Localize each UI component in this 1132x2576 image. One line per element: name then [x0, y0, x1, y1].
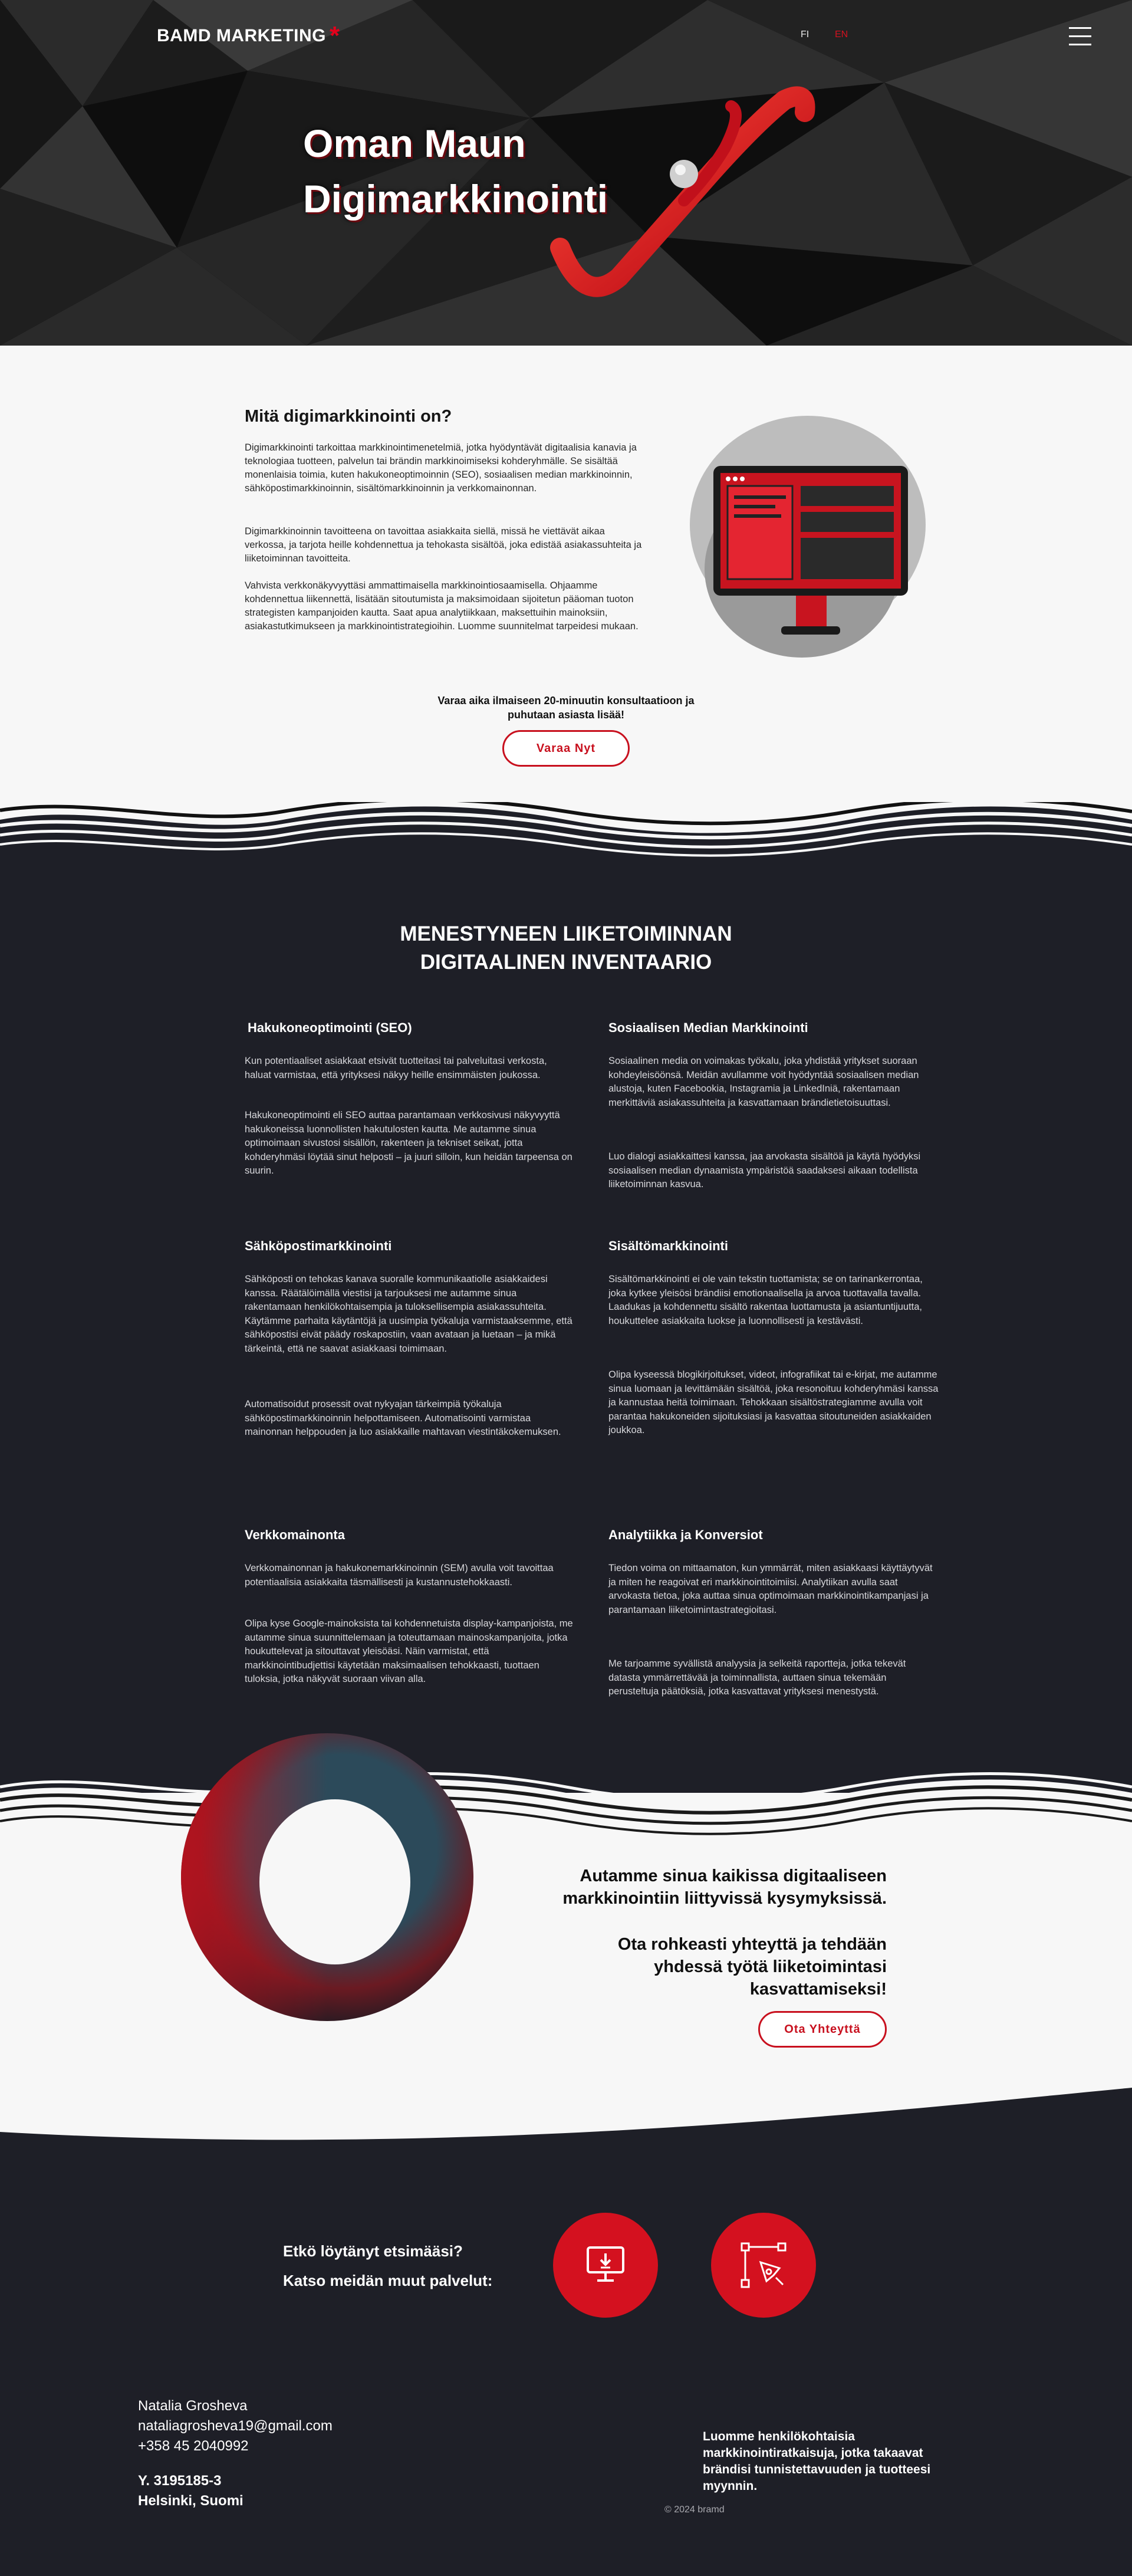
graphic-design-pen-icon	[737, 2239, 790, 2292]
service-text-analytics-2: Me tarjoamme syvällistä analyysia ja selkeitä raportteja, jotka tekevät datasta ymmärrettävää ja toiminnallista, auttaen sinua tekemään perusteltuja päätöksiä, jotka kasvattavat yrityksesi menestystä.	[608, 1658, 906, 1697]
intro-paragraph-3: Vahvista verkkonäkyvyyttäsi ammattimaisella markkinointiosaamisella. Ohjaamme kohdennettua liikennettä, lisätään sitoutumista ja maksimoidaan sijoitetun pääoman tuoton strategisten kampanjoiden kautta. Saat apua analytiikkaan, maksettuihin mainoksiin, asiakastutkimukseen ja markkinointistrategioihin. Luomme suunnitelmat tarpeidesi mukaan.	[245, 580, 639, 632]
service-text-email-2: Automatisoidut prosessit ovat nykyajan tärkeimpiä työkaluja sähköpostimarkkinoinnin helpottamiseen. Automatisointi varmistaa mainonnan helppouden ja luo asiakkaille mahtavan viestintäkokemuksen.	[245, 1399, 561, 1437]
service-text-content-1: Sisältömarkkinointi ei ole vain tekstin tuottamista; se on tarinankerrontaa, joka kytkee yleisösi brändiisi emotionaalisella ja arvoa tuottavalla tavalla. Laadukas ja kohdennettu sisältö rakentaa luottamusta ja asiantuntijuutta, houkuttelee asiakkaita luokse ja luonnollisesti ja kestävästi.	[608, 1274, 923, 1326]
footer-email-link[interactable]: nataliagrosheva19@gmail.com	[138, 2418, 333, 2434]
contact-heading-1	[562, 1865, 887, 1910]
book-now-button[interactable]: Varaa Nyt	[502, 730, 630, 767]
service-title-email: Sähköpostimarkkinointi	[245, 1238, 392, 1253]
intro-paragraph-2: Digimarkkinoinnin tavoitteena on tavoittaa asiakkaita siellä, missä he viettävät aikaa verkossa, ja tarjota heille kohdennettua ja tehokasta sisältöä, joka edistää asiakassuhteita ja liiketoiminnan tavoitteita.	[245, 526, 642, 564]
language-en-link[interactable]: EN	[835, 29, 848, 40]
hero-section	[0, 0, 1132, 346]
contact-button[interactable]: Ota Yhteyttä	[758, 2011, 887, 2048]
web-design-service-button[interactable]	[553, 2213, 658, 2318]
graphic-design-service-button[interactable]	[711, 2213, 816, 2318]
service-text-seo-2: Hakukoneoptimointi eli SEO auttaa parantamaan verkkosivusi näkyvyyttä hakukoneissa luonnollisten hakutulosten kautta. Me autamme sinua optimoimaan sivustosi sisällön, rakenteen ja tekniset seikat, jotta kohderyhmäsi löytää sinut helposti – ja juuri silloin, kun heidän tarpeensa on suurin.	[245, 1110, 572, 1176]
service-text-ads-2: Olipa kyse Google-mainoksista tai kohdennetuista display-kampanjoista, me autamme sinua suunnittelemaan ja toteuttamaan mainoskampanjoita, jotka houkuttelevat ja sitouttavat yleisöäsi. Näin varmistat, että markkinointibudjettisi käytetään maksimaalisen tehokkaasti, tuottaen tuloksia, jotka näkyvät suoraan viivan alla.	[245, 1618, 573, 1684]
service-text-ads-1: Verkkomainonnan ja hakukonemarkkinoinnin (SEM) avulla voit tavoittaa potentiaalisia asiakkaita täsmällisesti ja kustannustehokkaasti.	[245, 1563, 554, 1588]
footer-phone-link[interactable]: +358 45 2040992	[138, 2438, 249, 2454]
service-title-ads: Verkkomainonta	[245, 1527, 345, 1542]
footer-name: Natalia Grosheva	[138, 2398, 248, 2414]
consultation-cta-text	[424, 694, 708, 722]
consultation-cta-line1: Varaa aika ilmaiseen 20-minuutin konsultaatioon ja	[437, 695, 695, 707]
service-text-social-2: Luo dialogi asiakkaittesi kanssa, jaa arvokasta sisältöä ja käytä hyödyksi sosiaalisen median dynaamista ympäristöä saadaksesi aikaan todellista liiketoiminnan kasvua.	[608, 1151, 921, 1190]
service-title-content: Sisältömarkkinointi	[608, 1238, 728, 1253]
top-wave-divider	[0, 802, 1132, 873]
bottom-wave-divider	[0, 1763, 1132, 1852]
service-title-seo: Hakukoneoptimointi (SEO)	[248, 1020, 412, 1035]
footer-curve	[0, 2088, 1132, 2188]
intro-heading: Mitä digimarkkinointi on?	[245, 407, 452, 426]
footer-copyright: © 2024 bramd	[664, 2505, 725, 2515]
service-title-analytics: Analytiikka ja Konversiot	[608, 1527, 763, 1542]
inventory-title-line1: MENESTYNEEN LIIKETOIMINNAN	[400, 922, 732, 945]
web-design-download-icon	[582, 2242, 629, 2289]
brand-logo-text: BAMD MARKETING	[157, 26, 326, 45]
footer-city: Helsinki, Suomi	[138, 2493, 243, 2509]
service-text-content-2: Olipa kyseessä blogikirjoitukset, videot, infografiikat tai e-kirjat, me autamme sinua luomaan ja levittämään sisältöä, joka resonoituu kohderyhmäsi kanssa ja kannustaa heitä toimimaan. Tehokkaan sisältöstrategiamme avulla voit parantaa hakukoneiden sijoituksiasi ja kasvattaa sitoutuneiden asiakkaiden joukkoa.	[608, 1369, 939, 1435]
language-fi-link[interactable]: FI	[801, 29, 809, 40]
inventory-title	[0, 920, 1132, 977]
hero-title-line2: Digimarkkinointi	[303, 177, 608, 221]
footer-business-id: Y. 3195185-3	[138, 2473, 222, 2489]
contact-line2: markkinointiin liittyvissä kysymyksissä.	[562, 1889, 887, 1908]
service-text-analytics-1: Tiedon voima on mittaamaton, kun ymmärrät, miten asiakkaasi käyttäytyvät ja miten he reagoivat eri markkinointitoimiisi. Analytiikan avulla saat arvokasta tietoa, joka auttaa sinua optimoimaan markkinointikampanjasi ja parantamaan liiketoimintastrategioitasi.	[608, 1563, 933, 1615]
inventory-title-line2: DIGITAALINEN INVENTAARIO	[420, 951, 712, 974]
service-text-email-1: Sähköposti on tehokas kanava suoralle kommunikaatiolle asiakkaidesi kanssa. Räätälöimällä viestisi ja tarjouksesi me autamme sinua rakentamaan henkilökohtaisempia ja tuloksellisempia asiakassuhteita. Käytämme parhaita käytäntöjä ja uusimpia työkaluja varmistaaksemme, että sähköpostisi eivät päädy roskapostiin, vaan avataan ja luetaan – ja mikä tärkeintä, että ne saavat asiakkaasi toimimaan.	[245, 1274, 572, 1354]
footer-slogan: Luomme henkilökohtaisia markkinointiratkaisuja, jotka takaavat brändisi tunnistettavuuden ja tuotteesi myynnin.	[703, 2430, 931, 2493]
footer-not-found-text: Etkö löytänyt etsimääsi?	[283, 2242, 463, 2260]
contact-line1: Autamme sinua kaikissa digitaaliseen	[580, 1867, 887, 1885]
contact-line4: yhdessä työtä liiketoimintasi	[654, 1957, 887, 1976]
contact-line3: Ota rohkeasti yhteyttä ja tehdään	[617, 1935, 887, 1954]
service-text-seo-1: Kun potentiaaliset asiakkaat etsivät tuotteitasi tai palveluitasi verkosta, haluat varmistaa, että yrityksesi näkyy heille ensimmäisten joukossa.	[245, 1056, 547, 1080]
contact-line5: kasvattamiseksi!	[749, 1980, 887, 1999]
monitor-illustration	[654, 413, 961, 690]
service-text-social-1: Sosiaalinen media on voimakas työkalu, joka yhdistää yritykset suoraan kohdeyleisöönsä. Meidän avullamme voit hyödyntää sosiaalisen median alustoja, kuten Facebookia, Instagramia ja LinkedIniä, rakentamaan merkittäviä asiakassuhteita ja kasvattamaan brändietietoisuuttasi.	[608, 1056, 919, 1108]
contact-heading-2	[618, 1933, 887, 2000]
consultation-cta-line2: puhutaan asiasta lisää!	[507, 709, 625, 721]
brand-star-icon: *	[329, 21, 340, 50]
service-title-social: Sosiaalisen Median Markkinointi	[608, 1020, 808, 1035]
hero-title-line1: Oman Maun	[303, 121, 526, 165]
intro-paragraph-1: Digimarkkinointi tarkoittaa markkinointimenetelmiä, jotka hyödyntävät digitaalisia kanavia ja teknologiaa tuotteen, palvelun tai brändin markkinoimiseksi kohderyhmälle. Se sisältää monenlaisia toimia, kuten hakukoneoptimoinnin (SEO), sosiaalisen median markkinoinnin, sähköpostimarkkinoinnin, sisältömarkkinoinnin ja verkkomainonnan.	[245, 442, 637, 494]
hamburger-menu-icon[interactable]	[1069, 27, 1091, 47]
footer-other-services-text: Katso meidän muut palvelut:	[283, 2272, 493, 2289]
torus-illustration	[177, 1730, 478, 2025]
hero-title	[303, 116, 608, 226]
brand-logo[interactable]	[157, 21, 340, 50]
